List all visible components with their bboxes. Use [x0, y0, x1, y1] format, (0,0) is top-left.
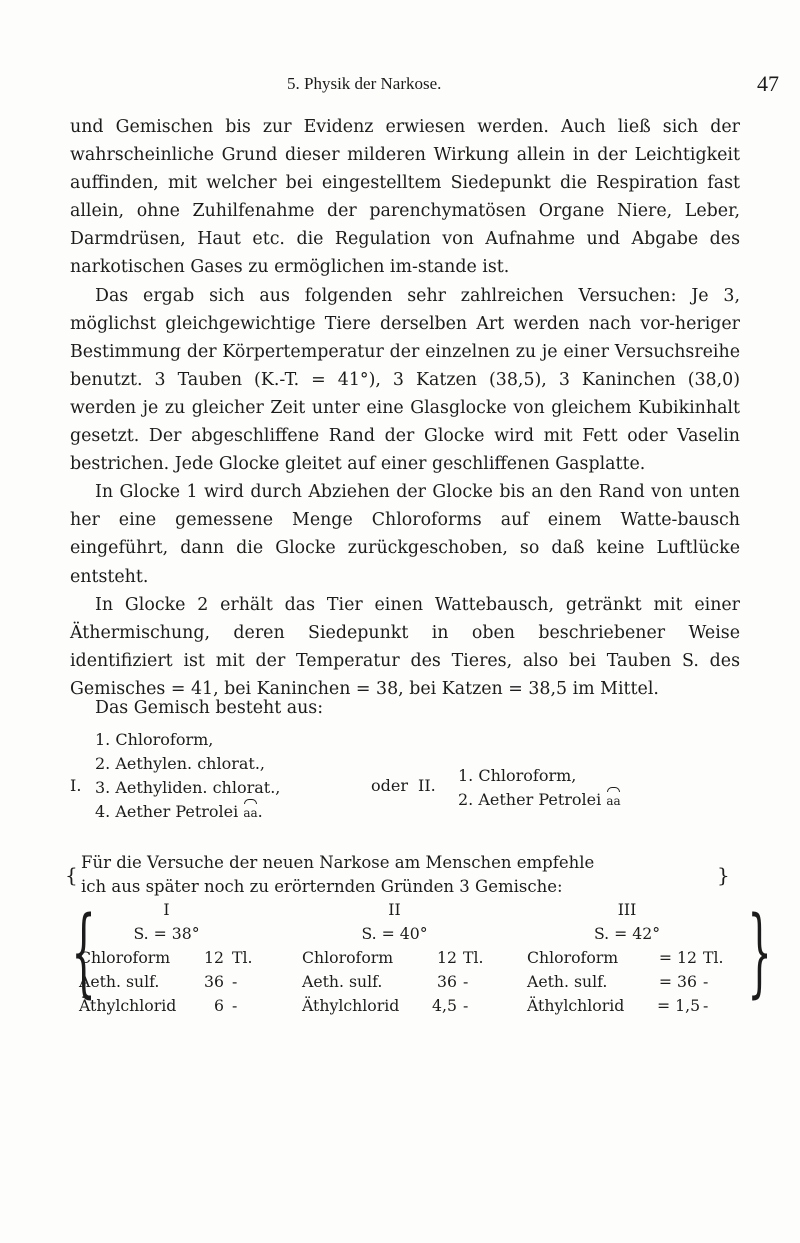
option-one-label: I. — [70, 776, 82, 795]
chapter-title: 5. Physik der Narkose. — [287, 74, 442, 93]
note-line: Für die Versuche der neuen Narkose am Menschen empfehle — [81, 853, 595, 872]
note-line: ich aus später noch zu erörternden Gründen 3 Gemische: — [81, 877, 563, 896]
aa-symbol: aa — [243, 801, 257, 825]
list-item: 1. Chloroform, — [458, 766, 577, 785]
boiling-point: S. = 42° — [593, 924, 661, 943]
component: Äthylchlorid — [302, 996, 400, 1015]
table-row — [302, 946, 487, 970]
table-row — [79, 946, 254, 970]
component: Chloroform — [302, 948, 394, 967]
unit: Tl. — [232, 948, 253, 967]
left-brace: { — [71, 896, 96, 1008]
list-item: 1. Chloroform, — [95, 730, 214, 749]
amount: 12 — [204, 948, 224, 967]
component: Äthylchlorid — [79, 996, 177, 1015]
amount: = 1,5 — [657, 996, 701, 1015]
mix-intro: Das Gemisch besteht aus: — [95, 698, 324, 718]
component: Aeth. sulf. — [527, 972, 608, 991]
unit: - — [463, 996, 469, 1015]
recommendation-note — [65, 851, 730, 899]
mixture-column — [302, 898, 487, 1018]
component: Aeth. sulf. — [79, 972, 160, 991]
list-item: 3. Aethyliden. chlorat., — [95, 778, 281, 797]
amount: 36 — [204, 972, 224, 991]
page-number: 47 — [757, 71, 779, 96]
component: Äthylchlorid — [527, 996, 625, 1015]
option-two-list — [458, 764, 621, 813]
list-item: 4. Aether Petrolei aa. — [95, 800, 280, 825]
right-brace: } — [747, 896, 772, 1008]
unit: Tl. — [703, 948, 724, 967]
option-one-list — [95, 728, 280, 825]
paragraph: In Glocke 1 wird durch Abziehen der Glocke bis an den Rand von unten her eine gemessene Menge Chloroforms auf einem Watte-bausch eingeführt, dann die Glocke zurückgeschoben, so daß keine Luftlücke entsteht. — [70, 482, 740, 587]
amount: 6 — [214, 996, 224, 1015]
table-row — [302, 970, 487, 994]
unit: Tl. — [463, 948, 484, 967]
table-row — [527, 970, 727, 994]
mixture-options — [70, 728, 750, 848]
boiling-point: S. = 40° — [361, 924, 428, 943]
table-row — [79, 994, 254, 1018]
amount: 36 — [437, 972, 457, 991]
table-row — [527, 946, 727, 970]
mixture-number: III — [617, 900, 637, 919]
amount: = 36 — [658, 972, 697, 991]
paragraph: und Gemischen bis zur Evidenz erwiesen werden. Auch ließ sich der wahrscheinliche Grund dieser milderen Wirkung allein in der Leichtigkeit auffinden, mit welcher bei eingestelltem Siedepunkt die Respiration fast allein, ohne Zuhilfenahme der parenchymatösen Organe Niere, Leber, Darmdrüsen, Haut etc. die Regulation von Aufnahme und Abgabe des narkotischen Gases zu ermöglichen im-stande ist. — [70, 117, 740, 278]
table-row — [302, 994, 487, 1018]
unit: - — [232, 996, 238, 1015]
table-row — [527, 994, 727, 1018]
mixture-column — [79, 898, 254, 1018]
component: Chloroform — [527, 948, 619, 967]
list-item-text: 4. Aether Petrolei — [95, 802, 239, 821]
unit: - — [232, 972, 238, 991]
unit: - — [703, 996, 709, 1015]
amount: 12 — [437, 948, 457, 967]
left-brace: { — [65, 863, 78, 887]
aa-symbol: aa — [606, 789, 620, 813]
option-two-label: II. — [418, 776, 436, 795]
oder-text: oder — [371, 776, 408, 795]
list-item-text: 2. Aether Petrolei — [458, 790, 602, 809]
amount: = 12 — [658, 948, 697, 967]
mixture-number: II — [388, 900, 401, 919]
list-item: 2. Aethylen. chlorat., — [95, 754, 266, 773]
unit: - — [463, 972, 469, 991]
boiling-point: S. = 38° — [133, 924, 200, 943]
table-row — [79, 970, 254, 994]
paragraph: In Glocke 2 erhält das Tier einen Wattebausch, getränkt mit einer Äthermischung, deren Siedepunkt in oben beschriebener Weise identifiziert ist mit der Temperatur des Tieres, also bei Tauben S. des Gemisches = 41, bei Kaninchen = 38, bei Katzen = 38,5 im Mittel. — [70, 594, 740, 699]
running-header — [0, 71, 800, 104]
body-text — [70, 113, 740, 703]
mixture-number: I — [163, 900, 170, 919]
paragraph: Das ergab sich aus folgenden sehr zahlreichen Versuchen: Je 3, möglichst gleichgewichtige Tiere derselben Art werden nach vor-heriger Bestimmung der Körpertemperatur der einzelnen zu je einer Versuchsreihe benutzt. 3 Tauben (K.-T. = 41°), 3 Katzen (38,5), 3 Kaninchen (38,0) werden je zu gleicher Zeit unter eine Glasglocke von gleichem Kubikinhalt gesetzt. Der abgeschliffene Rand der Glocke wird mit Fett oder Vaselin bestrichen. Jede Glocke gleitet auf einer geschliffenen Gasplatte. — [70, 285, 740, 475]
amount: 4,5 — [432, 996, 457, 1015]
component: Chloroform — [79, 948, 171, 967]
component: Aeth. sulf. — [302, 972, 383, 991]
list-item — [458, 788, 621, 813]
mixtures-table — [71, 896, 772, 1015]
unit: - — [703, 972, 709, 991]
mixture-column — [527, 898, 727, 1018]
right-brace: } — [717, 863, 730, 887]
